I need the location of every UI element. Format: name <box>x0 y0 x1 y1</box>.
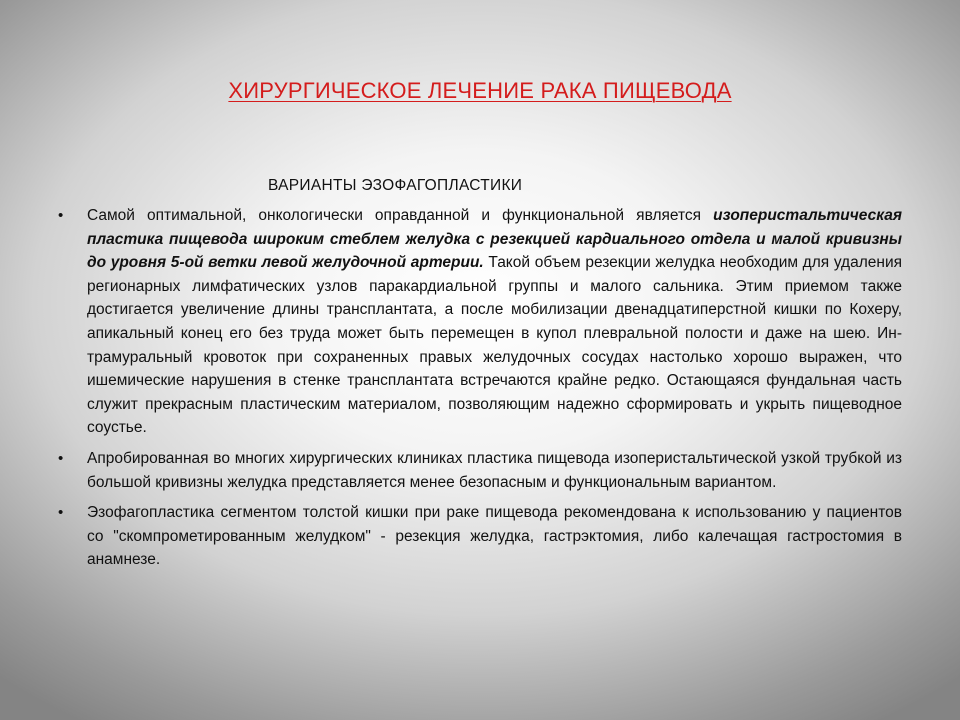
bullet-list <box>58 204 902 579</box>
bullet-text <box>87 207 902 436</box>
bullet-point-icon: • <box>58 504 64 522</box>
bullet-text-intro: Самой оптимальной, онкологически оправданной и функциональной является <box>87 207 714 224</box>
bullet-text-body: Такой объем резекции желудка необходим для удаления регионарных лимфатических узлов паракардиальной группы и малого сальника. Этим приемом также достигается увеличение длины трансплантата, а после мобилизации двенадцатиперстной кишки по Кохеру, апикальный конец его без труда может быть перемещен в купол плевральной полости и даже на шею. Ин-трамуральный кровоток при сохраненных правых желудочных сосудах настолько хорошо выражен, что ишемические нарушения в стенке трансплантата встречаются крайне редко. Остающаяся фундальная часть служит прекрасным пластическим материалом, позволяющим надежно сформировать и укрыть пищеводное соустье. <box>87 254 902 437</box>
slide-title: ХИРУРГИЧЕСКОЕ ЛЕЧЕНИЕ РАКА ПИЩЕВОДА <box>228 78 732 103</box>
bullet-item <box>58 501 902 572</box>
bullet-item <box>58 204 902 440</box>
slide-subtitle: ВАРИАНТЫ ЭЗОФАГОПЛАСТИКИ <box>268 177 523 194</box>
bullet-point-icon: • <box>58 207 64 224</box>
bullet-text-emphasis: изоперистальтическая пластика пищевода широким стеблем желудка с резекцией кардиального отдела и малой кривизны до уровня 5-ой ветки левой желудочной артерии. <box>87 207 902 272</box>
bullet-text: Апробированная во многих хирургических клиниках пластика пищевода изоперистальтической узкой трубкой из большой кривизны желудка представляется менее безопасным и функциональным вариантом. <box>87 449 902 491</box>
bullet-point-icon: • <box>58 449 64 467</box>
bullet-item <box>58 447 902 494</box>
bullet-text: Эзофагопластика сегментом толстой кишки при раке пищевода рекомендована к использованию у пациентов со "скомпрометированным желудком" - резекция желудка, гастрэктомия, либо калечащая гастростомия в анамнезе. <box>87 504 902 569</box>
